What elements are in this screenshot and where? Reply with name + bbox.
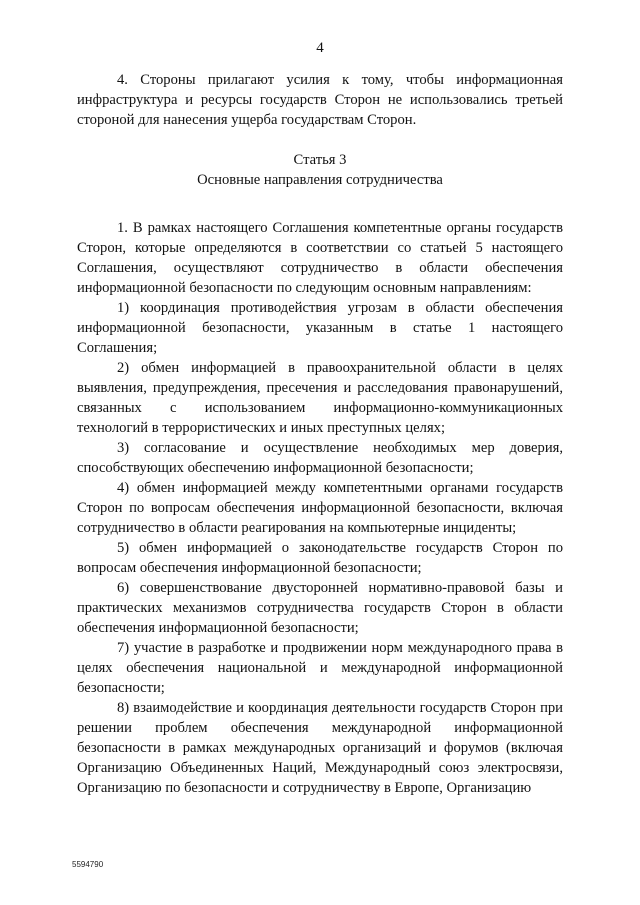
document-body (77, 70, 563, 798)
list-item: 7) участие в разработке и продвижении норм международного права в целях обеспечения национальной и международной информационной безопасности; (77, 640, 563, 696)
list-item: 1) координация противодействия угрозам в области обеспечения информационной безопасности, указанным в статье 1 настоящего Соглашения; (77, 300, 563, 356)
list-item: 6) совершенствование двусторонней нормативно-правовой базы и практических механизмов сотрудничества государств Сторон в области обеспечения информационной безопасности; (77, 580, 563, 636)
clause-1-intro: 1. В рамках настоящего Соглашения компетентные органы государств Сторон, которые определяются в соответствии со статьей 5 настоящего Соглашения, осуществляют сотрудничество в области обеспечения информационной безопасности по следующим основным направлениям: (77, 220, 563, 296)
list-item: 2) обмен информацией в правоохранительной области в целях выявления, предупреждения, пресечения и расследования правонарушений, связанных с использованием информационно-коммуникационных технологий в террористических и иных преступных целях; (77, 360, 563, 436)
spacer (77, 190, 563, 218)
spacer (77, 130, 563, 150)
list-item: 4) обмен информацией между компетентными органами государств Сторон по вопросам обеспечения информационной безопасности, включая сотрудничество в области реагирования на компьютерные инциденты; (77, 480, 563, 536)
document-code: 5594790 (72, 860, 104, 869)
article-title: Основные направления сотрудничества (197, 172, 443, 188)
paragraph-4: 4. Стороны прилагают усилия к тому, чтобы информационная инфраструктура и ресурсы государств Сторон не использовались третьей стороной для нанесения ущерба государствам Сторон. (77, 72, 563, 128)
page-number: 4 (316, 40, 324, 56)
article-number: Статья 3 (293, 152, 347, 168)
list-item: 8) взаимодействие и координация деятельности государств Сторон при решении проблем обеспечения международной информационной безопасности в рамках международных организаций и форумов (включая Организацию Объединенных Наций, Международный союз электросвязи, Организацию по безопасности и сотрудничеству в Европе, Организацию (77, 700, 563, 796)
list-item: 3) согласование и осуществление необходимых мер доверия, способствующих обеспечению информационной безопасности; (77, 440, 563, 476)
list-item: 5) обмен информацией о законодательстве государств Сторон по вопросам обеспечения информационной безопасности; (77, 540, 563, 576)
